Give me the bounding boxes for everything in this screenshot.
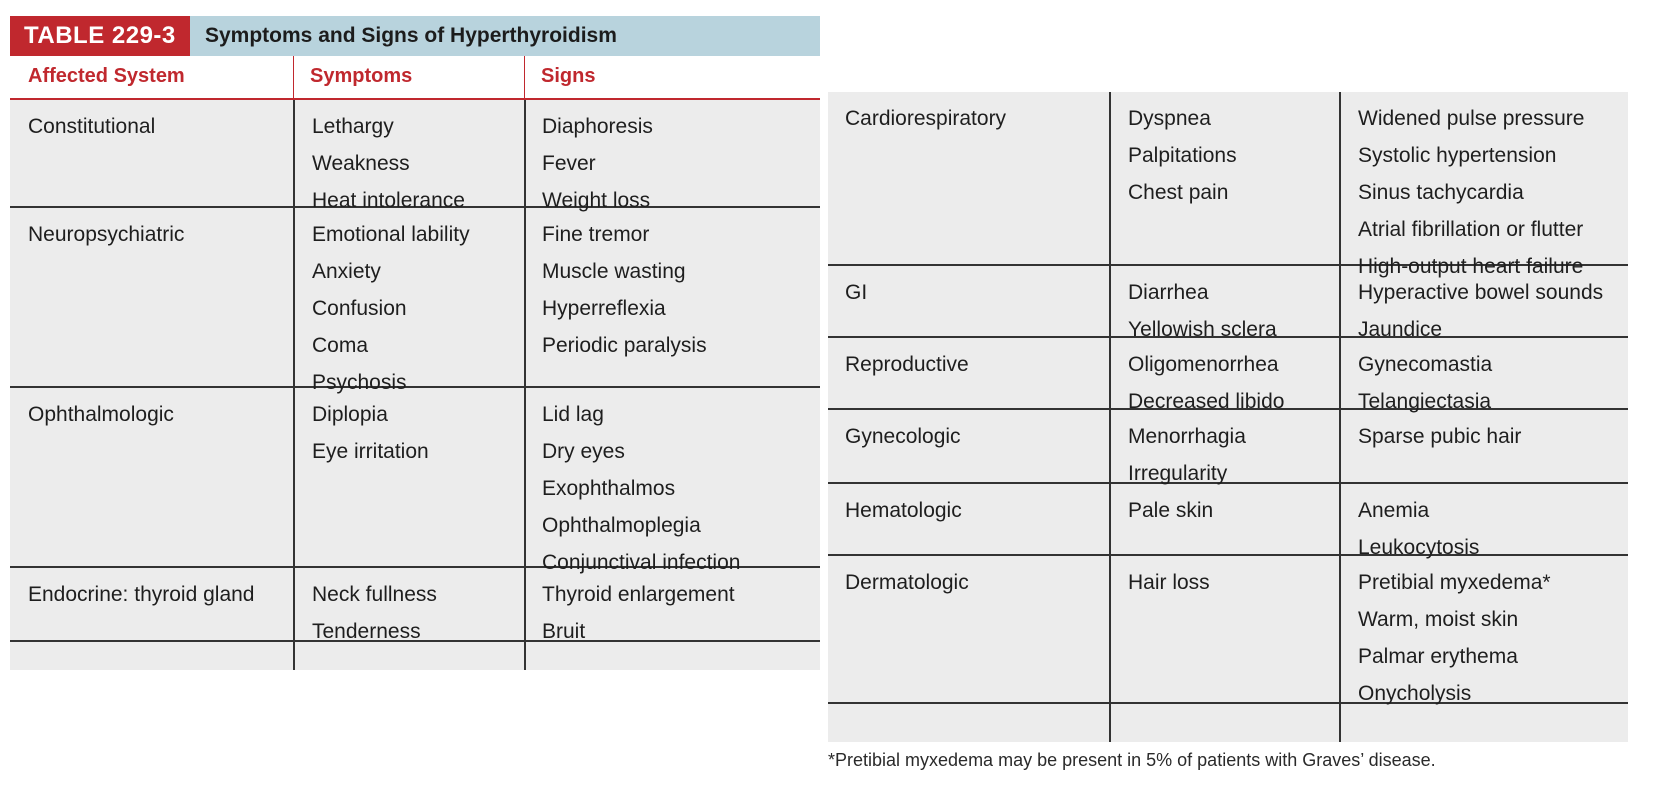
cell-line: Gynecologic (845, 425, 961, 448)
table-row (10, 388, 820, 574)
cell-line: Hematologic (845, 499, 962, 522)
cell-line: Weight loss (542, 189, 651, 212)
cell-line: Lethargy (312, 115, 394, 138)
cell-line: Fine tremor (542, 223, 650, 246)
cell-line: Tenderness (312, 620, 421, 643)
cell-line: Palpitations (1128, 144, 1237, 167)
table-number: TABLE 229-3 (10, 16, 190, 56)
row-system (845, 556, 969, 601)
row-signs (1358, 338, 1492, 420)
table-row (10, 568, 820, 642)
header-symptoms: Symptoms (310, 65, 413, 87)
cell-line: Pretibial myxedema* (1358, 571, 1551, 594)
table-header-row (10, 56, 820, 100)
row-system (845, 92, 1006, 137)
cell-line: Eye irritation (312, 440, 429, 463)
table-row (828, 92, 1628, 278)
cell-line: Yellowish sclera (1128, 318, 1277, 341)
table-title: Symptoms and Signs of Hyperthyroidism (205, 24, 617, 47)
row-symptoms (1128, 484, 1213, 529)
table-row (828, 484, 1628, 559)
row-signs (542, 388, 740, 581)
row-system (28, 208, 184, 253)
row-system (845, 484, 962, 529)
row-signs (1358, 556, 1551, 712)
header-divider (524, 56, 525, 98)
cell-line: Fever (542, 152, 596, 175)
cell-line: Heat intolerance (312, 189, 465, 212)
cell-line: Exophthalmos (542, 477, 676, 500)
cell-line: Confusion (312, 297, 407, 320)
table-row (828, 338, 1628, 413)
cell-line: Atrial fibrillation or flutter (1358, 218, 1584, 241)
table-title-bar (10, 16, 820, 56)
cell-line: Telangiectasia (1358, 390, 1492, 413)
cell-line: Endocrine: thyroid gland (28, 583, 255, 606)
row-signs (1358, 410, 1521, 455)
row-system (28, 388, 174, 433)
cell-line: Gynecomastia (1358, 353, 1493, 376)
row-system (845, 338, 969, 383)
cell-line: Diaphoresis (542, 115, 653, 138)
row-signs (1358, 92, 1584, 285)
cell-line: Leukocytosis (1358, 536, 1480, 559)
row-symptoms (1128, 556, 1210, 601)
cell-line: Neck fullness (312, 583, 437, 606)
cell-line: Dry eyes (542, 440, 625, 463)
cell-line: Neuropsychiatric (28, 223, 185, 246)
cell-line: Constitutional (28, 115, 156, 138)
cell-line: Emotional lability (312, 223, 470, 246)
cell-line: Ophthalmologic (28, 403, 174, 426)
cell-line: Menorrhagia (1128, 425, 1246, 448)
cell-line: Chest pain (1128, 181, 1229, 204)
table-row (828, 266, 1628, 341)
cell-line: Decreased libido (1128, 390, 1285, 413)
cell-line: Coma (312, 334, 369, 357)
header-signs: Signs (541, 65, 596, 87)
header-divider (293, 56, 294, 98)
cell-line: Diplopia (312, 403, 388, 426)
cell-line: Reproductive (845, 353, 969, 376)
cell-line: Lid lag (542, 403, 604, 426)
left-table-body (10, 100, 820, 670)
cell-line: High-output heart failure (1358, 255, 1584, 278)
cell-line: Anemia (1358, 499, 1430, 522)
row-system (28, 100, 155, 145)
cell-line: Hyperactive bowel sounds (1358, 281, 1604, 304)
cell-line: Anxiety (312, 260, 381, 283)
left-table (10, 16, 820, 100)
row-symptoms (1128, 92, 1237, 211)
cell-line: Onycholysis (1358, 682, 1472, 705)
cell-line: GI (845, 281, 868, 304)
cell-line: Dyspnea (1128, 107, 1211, 130)
cell-line: Jaundice (1358, 318, 1443, 341)
cell-line: Hair loss (1128, 571, 1210, 594)
cell-line: Widened pulse pressure (1358, 107, 1585, 130)
row-symptoms (312, 388, 429, 470)
row-system (845, 410, 961, 455)
table-row (10, 208, 820, 394)
cell-line: Bruit (542, 620, 586, 643)
row-signs (542, 100, 653, 219)
cell-line: Sinus tachycardia (1358, 181, 1524, 204)
cell-line: Palmar erythema (1358, 645, 1518, 668)
cell-line: Sparse pubic hair (1358, 425, 1522, 448)
row-symptoms (1128, 338, 1284, 420)
row-signs (1358, 266, 1603, 348)
row-signs (542, 568, 735, 650)
row-symptoms (1128, 266, 1277, 348)
row-system (28, 568, 254, 613)
cell-line: Ophthalmoplegia (542, 514, 701, 537)
row-signs (542, 208, 707, 364)
cell-line: Cardiorespiratory (845, 107, 1007, 130)
cell-line: Periodic paralysis (542, 334, 707, 357)
cell-line: Conjunctival infection (542, 551, 741, 574)
cell-line: Dermatologic (845, 571, 969, 594)
cell-line: Psychosis (312, 371, 407, 394)
row-symptoms (312, 208, 470, 401)
row-symptoms (1128, 410, 1246, 492)
cell-line: Muscle wasting (542, 260, 686, 283)
table-row (10, 100, 820, 212)
cell-line: Weakness (312, 152, 410, 175)
cell-line: Hyperreflexia (542, 297, 666, 320)
row-system (845, 266, 867, 311)
cell-line: Warm, moist skin (1358, 608, 1519, 631)
row-signs (1358, 484, 1479, 566)
table-row (828, 556, 1628, 704)
table-row (828, 410, 1628, 484)
cell-line: Pale skin (1128, 499, 1214, 522)
right-table-body (828, 92, 1628, 742)
row-symptoms (312, 100, 465, 219)
cell-line: Thyroid enlargement (542, 583, 735, 606)
cell-line: Oligomenorrhea (1128, 353, 1279, 376)
cell-line: Diarrhea (1128, 281, 1209, 304)
header-affected-system: Affected System (28, 65, 185, 87)
cell-line: Systolic hypertension (1358, 144, 1557, 167)
row-symptoms (312, 568, 437, 650)
footnote: *Pretibial myxedema may be present in 5% of patients with Graves’ disease. (828, 750, 1436, 770)
cell-line: Irregularity (1128, 462, 1228, 485)
